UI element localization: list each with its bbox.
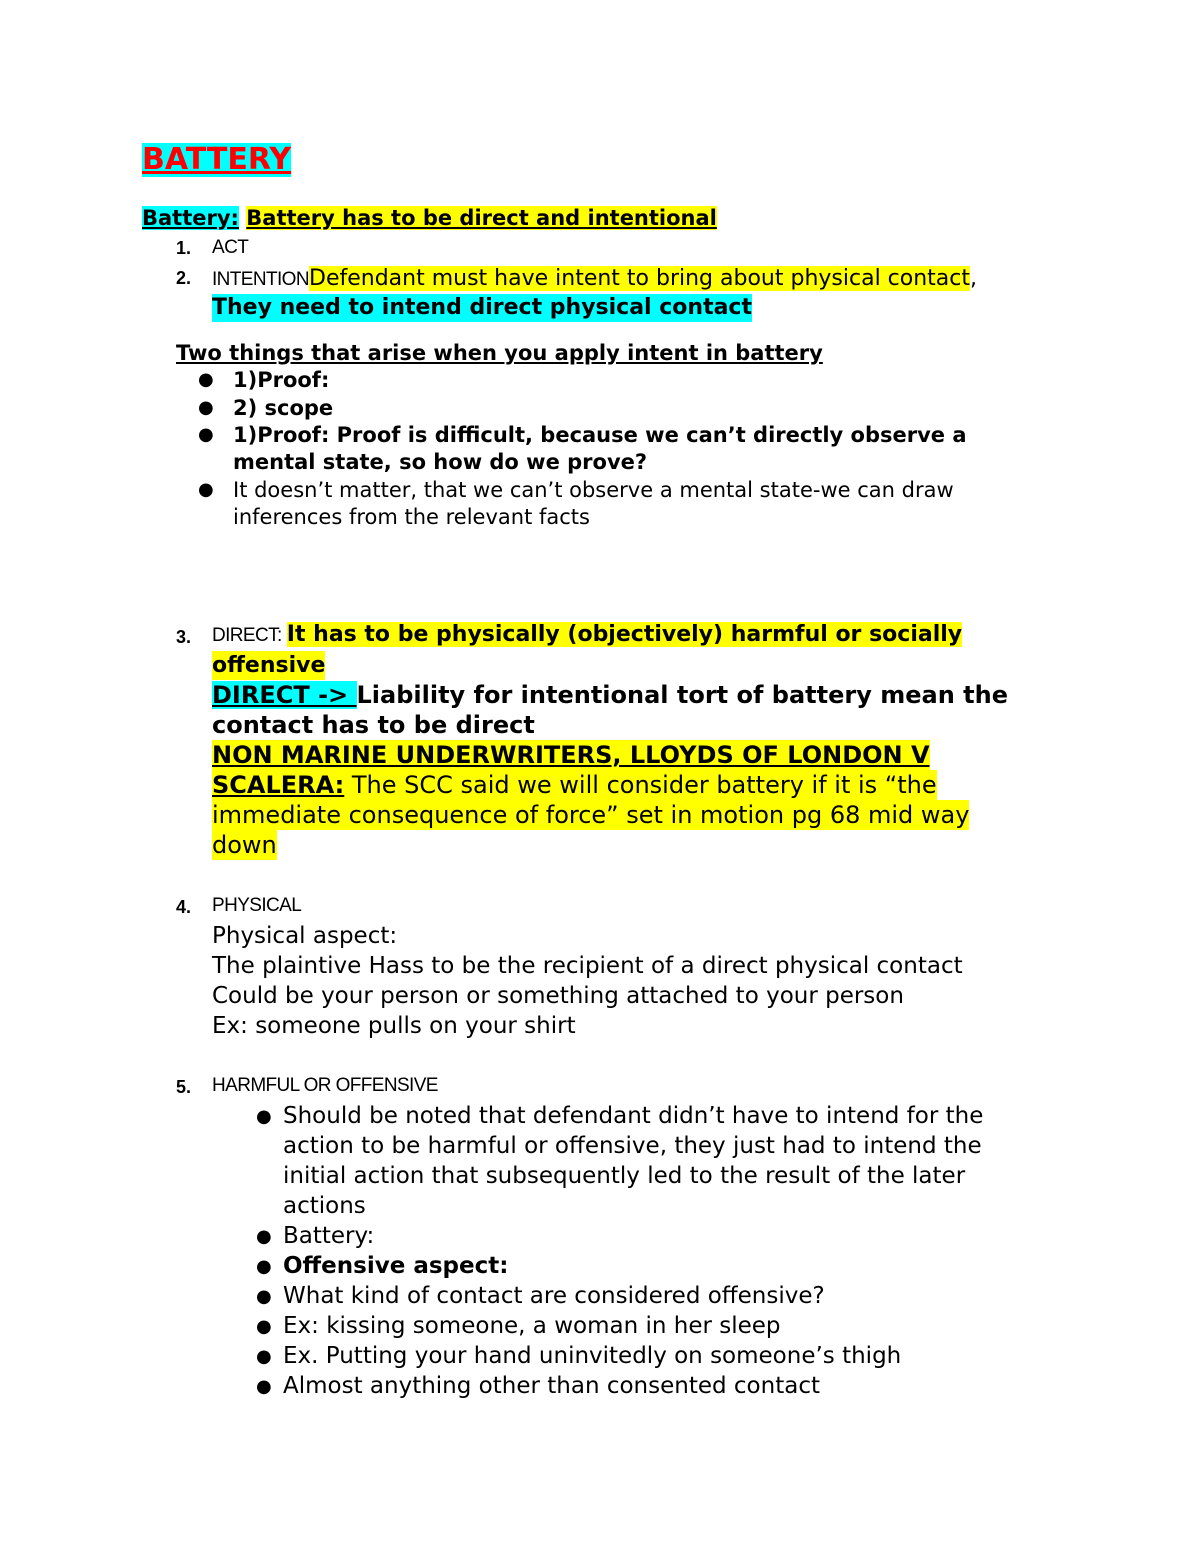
harmful-bullet: Ex. Putting your hand uninvitedly on someone’s thigh	[283, 1343, 902, 1369]
case-text-line-3: down	[212, 831, 277, 859]
physical-line: Could be your person or something attached to your person	[212, 983, 904, 1009]
intention-text: Defendant must have intent to bring about physical contact	[309, 266, 970, 291]
physical-lines	[212, 921, 963, 1041]
case-line-2	[212, 770, 937, 800]
direct-liability-line-2: contact has to be direct	[212, 711, 535, 739]
bullet-icon: ●	[256, 1316, 272, 1337]
intention-subtext: They need to intend direct physical contact	[212, 295, 752, 320]
bullet-icon: ●	[198, 424, 214, 445]
bullet-icon: ●	[256, 1346, 272, 1367]
direct-text-line-1: It has to be physically (objectively) harmful or socially	[286, 622, 963, 647]
case-text-line-1: The SCC said we will consider battery if it is “the	[344, 771, 937, 799]
harmful-bullet: What kind of contact are considered offensive?	[283, 1283, 825, 1309]
two-things-bullet-proof-detail	[233, 422, 967, 476]
bullet-icon: ●	[198, 479, 214, 500]
item-label-direct: DIRECT:	[212, 625, 282, 646]
proof-detail-line-1: 1)Proof: Proof is difficult, because we can’t directly observe a	[233, 423, 967, 447]
inference-line-2: inferences from the relevant facts	[233, 505, 590, 529]
two-things-bullet-inference	[233, 477, 954, 531]
harmful-bullet: Ex: kissing someone, a woman in her sleep	[283, 1313, 781, 1339]
item-label-intention: INTENTION	[212, 269, 309, 290]
item-label-physical: PHYSICAL	[212, 895, 302, 916]
document-title: BATTERY	[142, 142, 292, 177]
item-number-3: 3.	[176, 627, 192, 647]
bullet-icon: ●	[256, 1226, 272, 1247]
note-line: action to be harmful or offensive, they just had to intend the	[283, 1133, 982, 1159]
intro-text: Battery has to be direct and intentional	[246, 206, 717, 230]
bullet-icon: ●	[256, 1286, 272, 1307]
bullet-icon: ●	[256, 1376, 272, 1397]
inference-line-1: It doesn’t matter, that we can’t observe a mental state-we can draw	[233, 478, 954, 502]
proof-detail-line-2: mental state, so how do we prove?	[233, 450, 648, 474]
bullet-icon: ●	[198, 397, 214, 418]
case-text-line-2: immediate consequence of force” set in motion pg 68 mid way	[212, 801, 970, 829]
note-line: Should be noted that defendant didn’t have to intend for the	[283, 1103, 984, 1129]
intro-label: Battery:	[142, 206, 239, 230]
bullet-icon: ●	[198, 369, 214, 390]
direct-line-1	[212, 620, 962, 651]
note-line: initial action that subsequently led to the result of the later	[283, 1163, 966, 1189]
physical-line: Physical aspect:	[212, 923, 398, 949]
item-label-act: ACT	[212, 237, 249, 258]
direct-arrow-label: DIRECT ->	[212, 681, 357, 709]
two-things-bullet-scope: 2) scope	[233, 396, 334, 420]
case-name-line-2: SCALERA:	[212, 771, 345, 799]
item-number-5: 5.	[176, 1077, 192, 1097]
item-number-2: 2.	[176, 268, 192, 288]
intro-line	[142, 205, 717, 231]
harmful-bullet-offensive-aspect: Offensive aspect:	[283, 1253, 509, 1279]
two-things-bullet-proof: 1)Proof:	[233, 368, 330, 392]
direct-text-line-2: offensive	[212, 653, 326, 678]
intention-comma: ,	[970, 266, 977, 291]
item-number-1: 1.	[176, 238, 192, 258]
physical-line: Ex: someone pulls on your shirt	[212, 1013, 576, 1039]
physical-line: The plaintive Hass to be the recipient of a direct physical contact	[212, 953, 963, 979]
note-line: actions	[283, 1193, 366, 1219]
item-number-4: 4.	[176, 897, 192, 917]
item-label-harmful: HARMFUL OR OFFENSIVE	[212, 1075, 438, 1096]
harmful-bullet: Almost anything other than consented contact	[283, 1373, 820, 1399]
bullet-icon: ●	[256, 1256, 272, 1277]
case-name-line-1: NON MARINE UNDERWRITERS, LLOYDS OF LONDON V	[212, 741, 930, 769]
harmful-bullet-note	[283, 1101, 983, 1221]
harmful-bullet: Battery:	[283, 1223, 375, 1249]
bullet-icon: ●	[256, 1106, 272, 1127]
direct-liability-line-1	[212, 680, 1008, 710]
intention-line	[212, 264, 977, 295]
two-things-heading: Two things that arise when you apply intent in battery	[176, 341, 823, 365]
direct-liability-text: Liability for intentional tort of battery mean the	[356, 681, 1008, 709]
